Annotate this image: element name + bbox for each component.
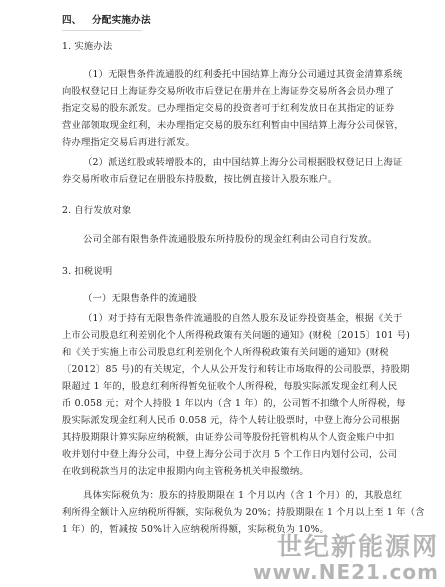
paragraph-line: 和《关于实施上市公司股息红利差别化个人所得税政策有关问题的通知》(财税 (62, 347, 389, 358)
paragraph-line: 币 0.058 元；对个人持股 1 年以内（含 1 年）的，公司暂不扣缴个人所得税，每 (62, 398, 406, 409)
subsection-heading: 3. 扣税说明 (62, 266, 113, 277)
watermark-name: 世纪新能源网 (276, 532, 439, 561)
paragraph-line: （1）无限售条件流通股的红利委托中国结算上海分公司通过其资金清算系统 (83, 69, 403, 80)
paragraph-line: 券交易所收市后登记在册股东持股数，按比例直接计入股东账户。 (62, 174, 338, 185)
paragraph-line: 在收到税款当月的法定申报期内向主管税务机关申报缴纳。 (62, 466, 309, 477)
paragraph-line: 利所得全额计入应纳税所得额，实际税负为 20%；持股期限在 1 个月以上至 1 年（含 (62, 507, 425, 518)
subsection-heading: 2. 自行发放对象 (62, 205, 132, 216)
watermark-url: www.NE21.com (252, 560, 439, 584)
paragraph-line: （1）对于持有无限售条件流通股的自然人股东及证券投资基金，根据《关于 (83, 313, 403, 324)
paragraph-line: 〔2012〕85 号)的有关规定，个人从公开发行和转让市场取得的公司股票，持股期 (62, 364, 410, 375)
paragraph-line: 收并划付中登上海分公司，中登上海分公司于次月 5 个工作日内划付公司，公司 (62, 449, 398, 460)
paragraph-line: 1 年）的，暂减按 50%计入应纳税所得额，实际税负为 10%。 (62, 524, 330, 535)
paragraph-line: 向股权登记日上海证券交易所收市后登记在册并在上海证券交易所各会员办理了 (62, 86, 395, 97)
section-rule (62, 30, 142, 31)
paragraph-line: 指定交易的股东派发。已办理指定交易的投资者可于红利发放日在其指定的证券 (62, 103, 395, 114)
paragraph-line: 具体实际税负为：股东的持股期限在 1 个月以内（含 1 个月）的，其股息红 (83, 490, 403, 501)
paragraph-line: 公司全部有限售条件流通股股东所持股份的现金红利由公司自行发放。 (83, 234, 378, 245)
paragraph-line: 其持股期限计算实际应纳税额，由证券公司等股份托管机构从个人资金账户中扣 (62, 432, 395, 443)
paragraph-line: （2）派送红股或转增股本的，由中国结算上海分公司根据股权登记日上海证 (83, 157, 403, 168)
paragraph-line: 营业部领取现金红利，未办理指定交易的股东红利暂由中国结算上海分公司保管， (62, 120, 404, 131)
site-watermark (253, 533, 439, 583)
paragraph-line: 限超过 1 年的，股息红利所得暂免征收个人所得税，每股实际派发现金红利人民 (62, 381, 398, 392)
section-number: 四、 (62, 15, 82, 26)
subsubsection-heading: （一）无限售条件的流通股 (83, 293, 197, 304)
paragraph-line: 股实际派发现金红利人民币 0.058 元，待个人转让股票时，中登上海分公司根据 (62, 415, 400, 426)
paragraph-line: 待办理指定交易后再进行派发。 (62, 137, 195, 148)
section-title: 分配实施办法 (92, 15, 151, 26)
paragraph-line: 上市公司股息红利差别化个人所得税政策有关问题的通知》(财税〔2015〕101 号) (62, 330, 411, 341)
subsection-heading: 1. 实施办法 (62, 41, 113, 52)
